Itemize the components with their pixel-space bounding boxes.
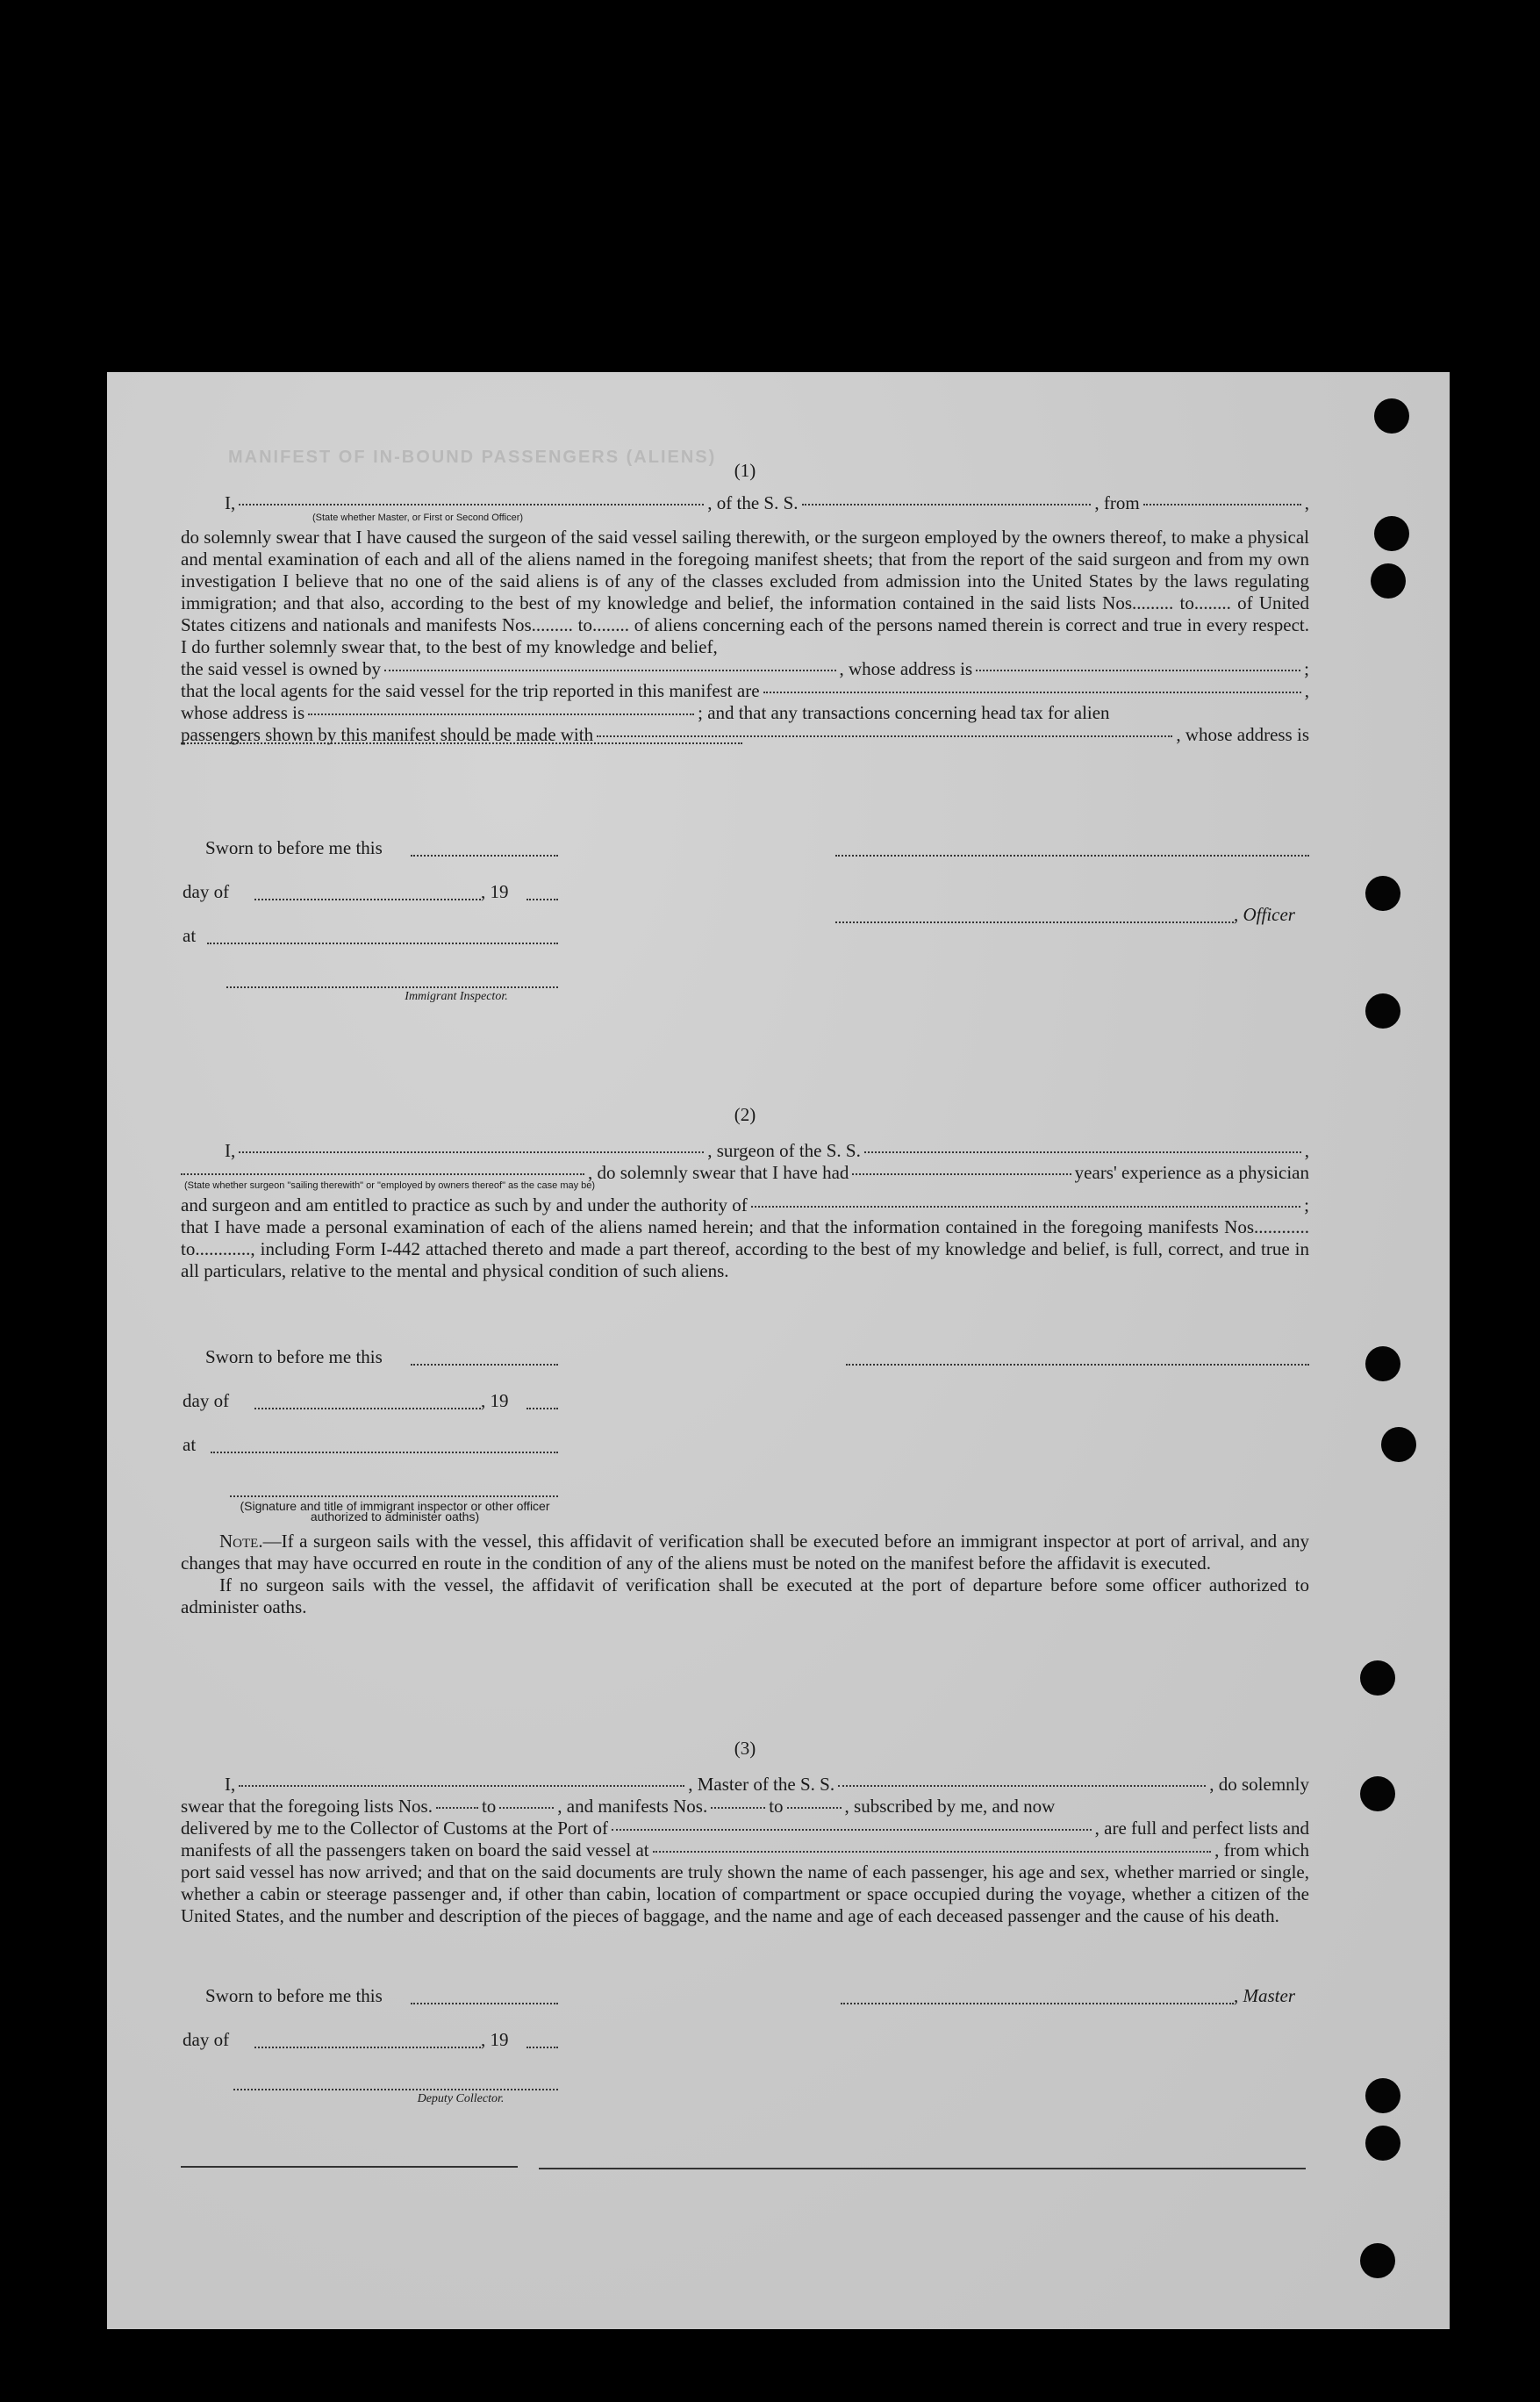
s1-day-field[interactable] (254, 899, 481, 900)
text: , from (1094, 492, 1140, 513)
blank-field[interactable] (499, 1807, 554, 1809)
text: , Master of the S. S. (688, 1774, 835, 1795)
s1-year-field[interactable] (526, 899, 558, 900)
text: to (481, 1796, 497, 1817)
punch-hole (1374, 516, 1409, 551)
blank-field[interactable] (711, 1807, 765, 1809)
s1-body: do solemnly swear that I have caused the surgeon of the said vessel sailing therewith, or the surgeon employed by the owners thereof, to make a physical and mental examination of each and all of the aliens named in the foregoing manifest sheets; that from the report of the said surgeon and from my own investigation I believe that no one of the said aliens is of any of the classes excluded from admission into the United States by the laws regulating immigration; and that also, according to the best of my knowledge and belief, the information contained in the said lists Nos......... to........ of United States citizens and nationals and manifests Nos......... to........ of aliens concerning each of the persons named therein is correct and true in every respect. I do further solemnly swear that, to the best of my knowledge and belief, (181, 527, 1309, 657)
blank-field[interactable] (802, 504, 1092, 505)
punch-hole (1381, 1427, 1416, 1462)
s3-master-label: , Master (1234, 1985, 1295, 2006)
text: , whose address is (1176, 724, 1309, 745)
blank-field[interactable] (181, 1173, 584, 1175)
s3-line-3 (181, 1818, 1309, 1839)
section-3 (181, 1738, 1309, 1927)
s2-authority-line (181, 1194, 1309, 1216)
punch-hole (1365, 2078, 1400, 2113)
blank-field[interactable] (751, 1206, 1300, 1208)
s1-address-line (181, 746, 1309, 748)
s2-note-text (181, 1531, 1309, 1574)
s3-deputy-caption: Deputy Collector. (417, 2092, 505, 2105)
text: , subscribed by me, and now (844, 1796, 1056, 1817)
text: ; and that any transactions concerning head tax for alien (698, 702, 1110, 723)
s2-year-label: , 19 (481, 1390, 509, 1411)
s1-officer-field[interactable] (835, 921, 1234, 923)
text: whose address is (181, 702, 305, 723)
text: , do solemnly (1209, 1774, 1309, 1795)
s3-day-label: day of (183, 2029, 230, 2050)
s3-line-4 (181, 1839, 1309, 1861)
blank-field[interactable] (1143, 504, 1301, 505)
s2-line-1 (181, 1140, 1309, 1162)
s3-line-1 (181, 1774, 1309, 1796)
s2-year-field[interactable] (526, 1408, 558, 1409)
s2-sworn-field[interactable] (411, 1364, 558, 1366)
text: I, (225, 1774, 236, 1795)
text: swear that the foregoing lists Nos. (181, 1796, 433, 1817)
s1-at-label: at (183, 925, 197, 946)
s3-line-2 (181, 1796, 1309, 1818)
s3-master-field[interactable] (841, 2003, 1234, 2004)
blank-field[interactable] (864, 1151, 1301, 1153)
s2-signature-inspector-field[interactable] (230, 1495, 558, 1497)
text: manifests of all the passengers taken on board the said vessel at (181, 1839, 649, 1861)
s1-agents-line (181, 680, 1309, 702)
s3-body: port said vessel has now arrived; and that on the said documents are truly shown the name of each passenger, his age and sex, whether married or single, whether a cabin or steerage passenger and, if other than cabin, location of compartment or space occupied during the voyage, whether a citizen of the United States, and the number and description of the pieces of baggage, and the name and age of each deceased passenger and the cause of his death. (181, 1861, 1309, 1926)
blank-field[interactable] (239, 1785, 684, 1787)
text: years' experience as a physician (1074, 1162, 1309, 1183)
text: , (1304, 1140, 1309, 1161)
text: ; (1304, 658, 1309, 679)
blank-field[interactable] (239, 504, 704, 505)
s2-body: that I have made a personal examination of each of the aliens named herein; and that the information contained in the foregoing manifests Nos............ to............, including Form I-442 attached thereto and made a part thereof, according to the best of my knowledge and belief, is full, correct, and true in all particulars, relative to the mental and physical condition of such aliens. (181, 1216, 1309, 1281)
text: ; (1304, 1194, 1309, 1215)
blank-field[interactable] (597, 735, 1172, 737)
s2-at-label: at (183, 1434, 197, 1455)
s1-at-field[interactable] (207, 943, 558, 944)
blank-field[interactable] (976, 670, 1300, 671)
text: , are full and perfect lists and (1094, 1818, 1309, 1839)
text: , of the S. S. (707, 492, 799, 513)
text: , from which (1214, 1839, 1309, 1861)
s3-sworn-field[interactable] (411, 2003, 558, 2004)
bottom-rule-left (181, 2166, 518, 2168)
text: that the local agents for the said vessel for the trip reported in this manifest are (181, 680, 760, 701)
s2-caption: (State whether surgeon "sailing therewith" or "employed by owners thereof" as the case may be) (184, 1180, 596, 1191)
blank-field[interactable] (181, 742, 742, 744)
blank-field[interactable] (436, 1807, 478, 1809)
text: passengers shown by this manifest should be made with (181, 724, 594, 745)
blank-field[interactable] (787, 1807, 842, 1809)
text: delivered by me to the Collector of Customs at the Port of (181, 1818, 608, 1839)
section-1 (181, 460, 1309, 748)
blank-field[interactable] (239, 1151, 704, 1153)
blank-field[interactable] (612, 1829, 1092, 1831)
punch-hole (1365, 1346, 1400, 1381)
note-label: Note. (219, 1531, 263, 1552)
punch-hole (1360, 1776, 1395, 1811)
s3-day-field[interactable] (254, 2047, 481, 2048)
s3-sworn-label: Sworn to before me this (205, 1985, 383, 2006)
blank-field[interactable] (763, 692, 1301, 693)
s1-officer-label: , Officer (1234, 904, 1295, 925)
section-2 (181, 1104, 1309, 1282)
punch-hole (1360, 1660, 1395, 1696)
punch-hole (1374, 398, 1409, 434)
section-number: (2) (734, 1104, 756, 1125)
punch-hole (1360, 2243, 1395, 2278)
text: , surgeon of the S. S. (707, 1140, 861, 1161)
note-body: —If a surgeon sails with the vessel, this affidavit of verification shall be executed before an immigrant inspector at port of arrival, and any changes that may have occurred en route in the condition of any of the aliens must be noted on the manifest before the affidavit is executed. (181, 1531, 1309, 1574)
s1-owned-line (181, 658, 1309, 680)
text: I, (225, 1140, 236, 1161)
s2-day-label: day of (183, 1390, 230, 1411)
text: , and manifests Nos. (557, 1796, 708, 1817)
text: and surgeon and am entitled to practice as such by and under the authority of (181, 1194, 748, 1215)
s1-inspector-caption: Immigrant Inspector. (405, 990, 508, 1003)
s2-note-2: If no surgeon sails with the vessel, the affidavit of verification shall be executed at the port of departure before some officer authorized to administer oaths. (181, 1574, 1309, 1617)
blank-field[interactable] (384, 670, 835, 671)
s1-whose-line (181, 702, 1309, 724)
s2-signature-field[interactable] (846, 1364, 1309, 1366)
blank-field[interactable] (838, 1785, 1206, 1787)
s2-at-field[interactable] (211, 1452, 558, 1453)
s2-day-field[interactable] (254, 1408, 481, 1409)
s1-line-1 (181, 492, 1309, 514)
blank-field[interactable] (653, 1851, 1212, 1853)
text: , do solemnly swear that I have had (588, 1162, 849, 1183)
s1-year-label: , 19 (481, 881, 509, 902)
s3-year-label: , 19 (481, 2029, 509, 2050)
text: , whose address is (839, 658, 973, 679)
bottom-rule-right (539, 2168, 1306, 2169)
s1-day-label: day of (183, 881, 230, 902)
text: the said vessel is owned by (181, 658, 382, 679)
text: , (1304, 492, 1309, 513)
s1-signature-field[interactable] (835, 855, 1309, 857)
text: to (769, 1796, 784, 1817)
s2-sworn-label: Sworn to before me this (205, 1346, 383, 1367)
blank-field[interactable] (308, 713, 694, 715)
section-number: (3) (734, 1738, 756, 1759)
s1-sworn-field[interactable] (411, 855, 558, 857)
s1-inspector-field[interactable] (226, 986, 558, 988)
s2-sig-caption: (Signature and title of immigrant inspector or other officer authorized to administer oaths) (240, 1499, 550, 1524)
faint-header: MANIFEST OF IN-BOUND PASSENGERS (ALIENS) (228, 448, 717, 467)
s1-caption: (State whether Master, or First or Second Officer) (312, 513, 524, 523)
s2-note (181, 1531, 1309, 1618)
punch-hole (1371, 563, 1406, 599)
text: , (1304, 680, 1309, 701)
punch-hole (1365, 993, 1400, 1029)
s3-year-field[interactable] (526, 2047, 558, 2048)
blank-field[interactable] (852, 1173, 1071, 1175)
punch-hole (1365, 876, 1400, 911)
s1-sworn-label: Sworn to before me this (205, 837, 383, 858)
s3-deputy-field[interactable] (233, 2089, 558, 2090)
text: I, (225, 492, 236, 513)
section-number: (1) (734, 460, 756, 481)
punch-hole (1365, 2126, 1400, 2161)
